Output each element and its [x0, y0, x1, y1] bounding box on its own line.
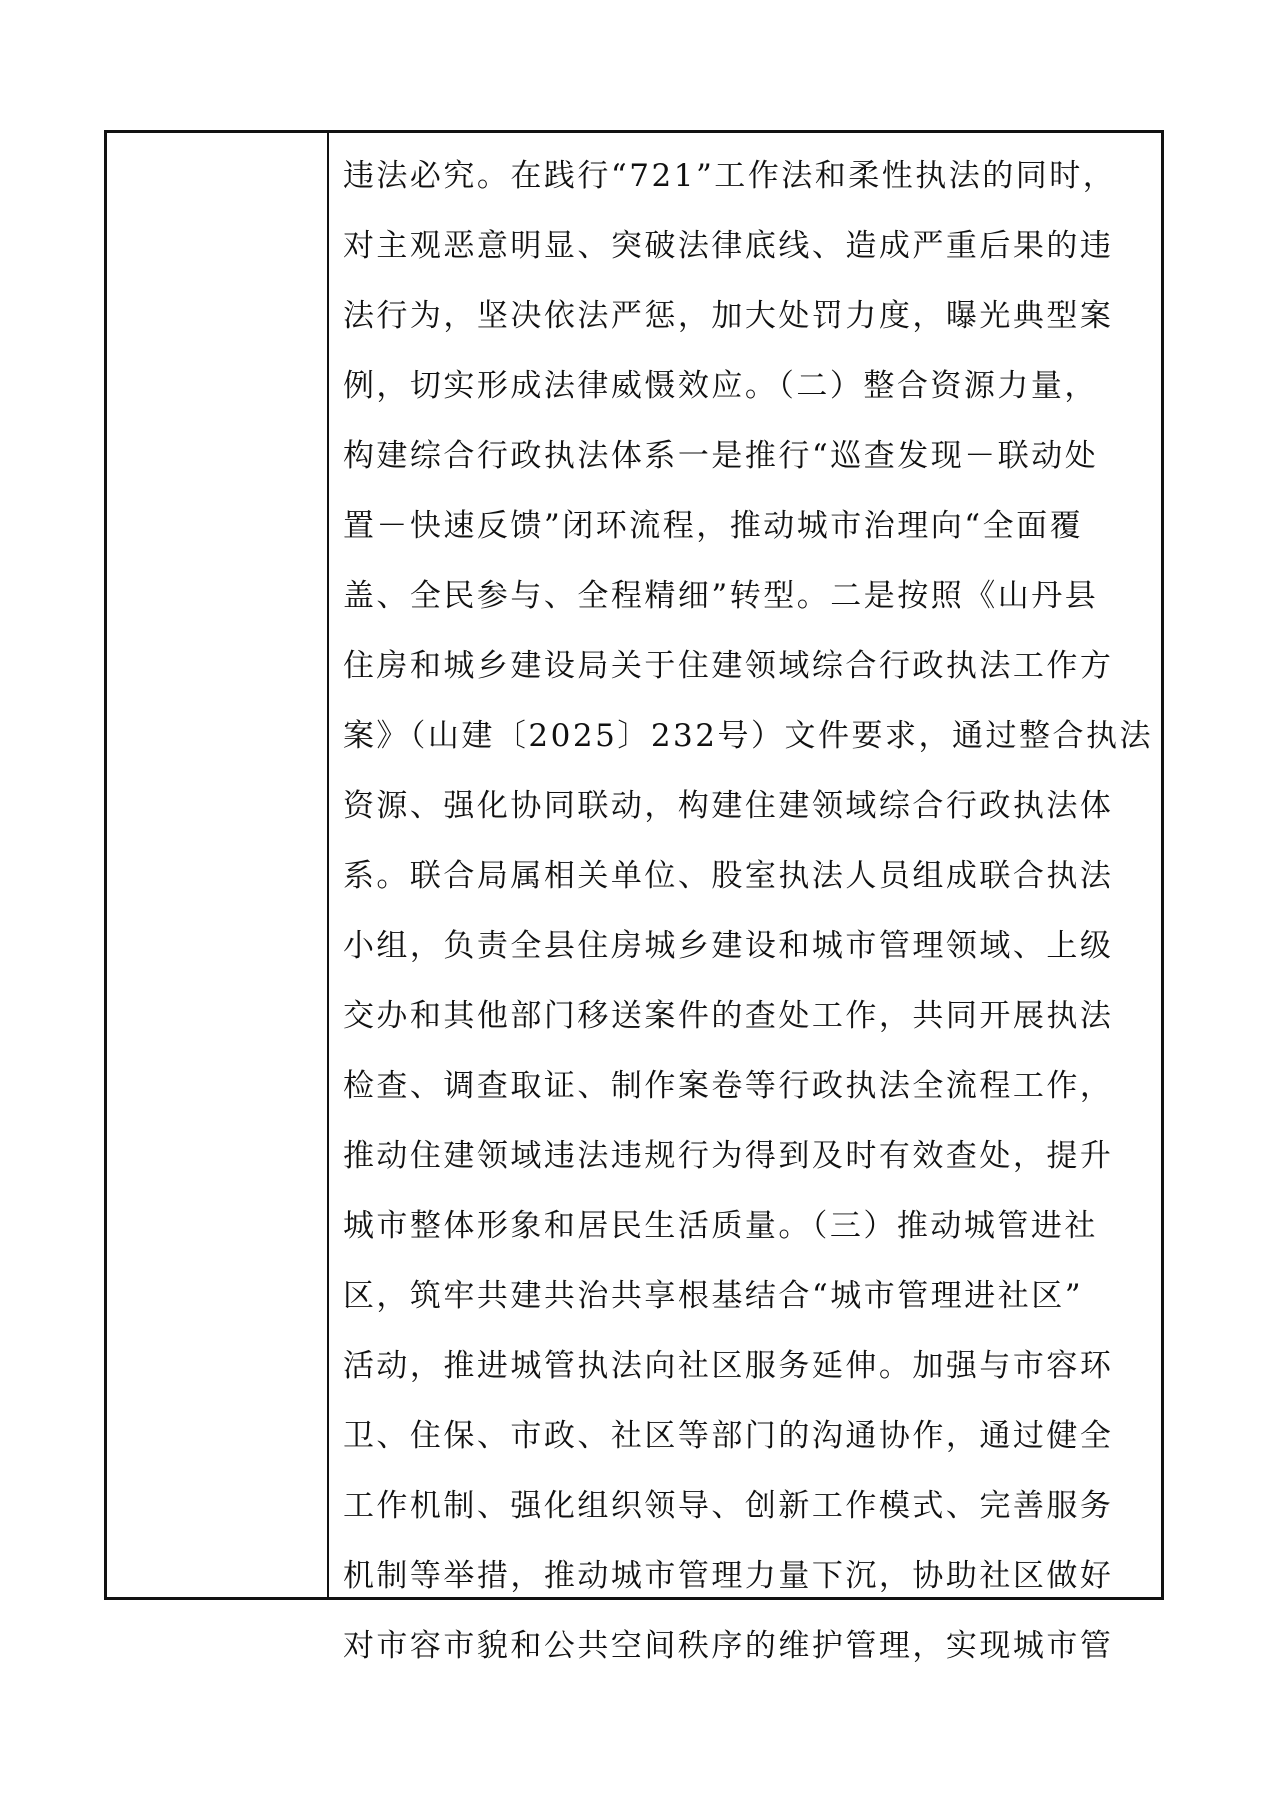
text-line: 小组，负责全县住房城乡建设和城市管理领域、上级: [342, 928, 1114, 964]
text-line: 对市容市貌和公共空间秩序的维护管理，实现城市管: [342, 1628, 1114, 1664]
document-table: [104, 130, 1164, 1664]
text-line: 活动，推进城管执法向社区服务延伸。加强与市容环: [342, 1348, 1114, 1384]
text-line: 资源、强化协同联动，构建住建领域综合行政执法体: [342, 788, 1114, 824]
text-line: 置－快速反馈”闭环流程，推动城市治理向“全面覆: [342, 508, 1084, 544]
text-line: 违法必究。在践行“721”工作法和柔性执法的同时，: [342, 158, 1117, 194]
text-line: 住房和城乡建设局关于住建领域综合行政执法工作方: [342, 648, 1114, 684]
text-line: 城市整体形象和居民生活质量。（三）推动城管进社: [342, 1208, 1098, 1244]
text-line: 推动住建领域违法违规行为得到及时有效查处，提升: [342, 1138, 1114, 1174]
text-line: 系。联合局属相关单位、股室执法人员组成联合执法: [342, 858, 1114, 894]
text-line: 区，筑牢共建共治共享根基结合“城市管理进社区”: [342, 1278, 1084, 1314]
text-line: 卫、住保、市政、社区等部门的沟通协作，通过健全: [342, 1418, 1114, 1454]
table-content-cell: [329, 133, 1161, 1664]
text-line: 案》（山建〔2025〕232号）文件要求，通过整合执法: [342, 718, 1153, 754]
text-line: 对主观恶意明显、突破法律底线、造成严重后果的违: [342, 228, 1114, 264]
text-line: 检查、调查取证、制作案卷等行政执法全流程工作，: [342, 1068, 1114, 1104]
text-line: 构建综合行政执法体系一是推行“巡查发现－联动处: [342, 438, 1099, 474]
text-line: 例，切实形成法律威慑效应。（二）整合资源力量，: [342, 368, 1098, 404]
text-line: 法行为，坚决依法严惩，加大处罚力度，曝光典型案: [342, 298, 1114, 334]
text-line: 交办和其他部门移送案件的查处工作，共同开展执法: [342, 998, 1114, 1034]
text-line: 盖、全民参与、全程精细”转型。二是按照《山丹县: [342, 578, 1099, 614]
table-left-cell: [107, 133, 329, 1597]
text-line: 机制等举措，推动城市管理力量下沉，协助社区做好: [342, 1558, 1114, 1594]
text-line: 工作机制、强化组织领导、创新工作模式、完善服务: [342, 1488, 1114, 1524]
